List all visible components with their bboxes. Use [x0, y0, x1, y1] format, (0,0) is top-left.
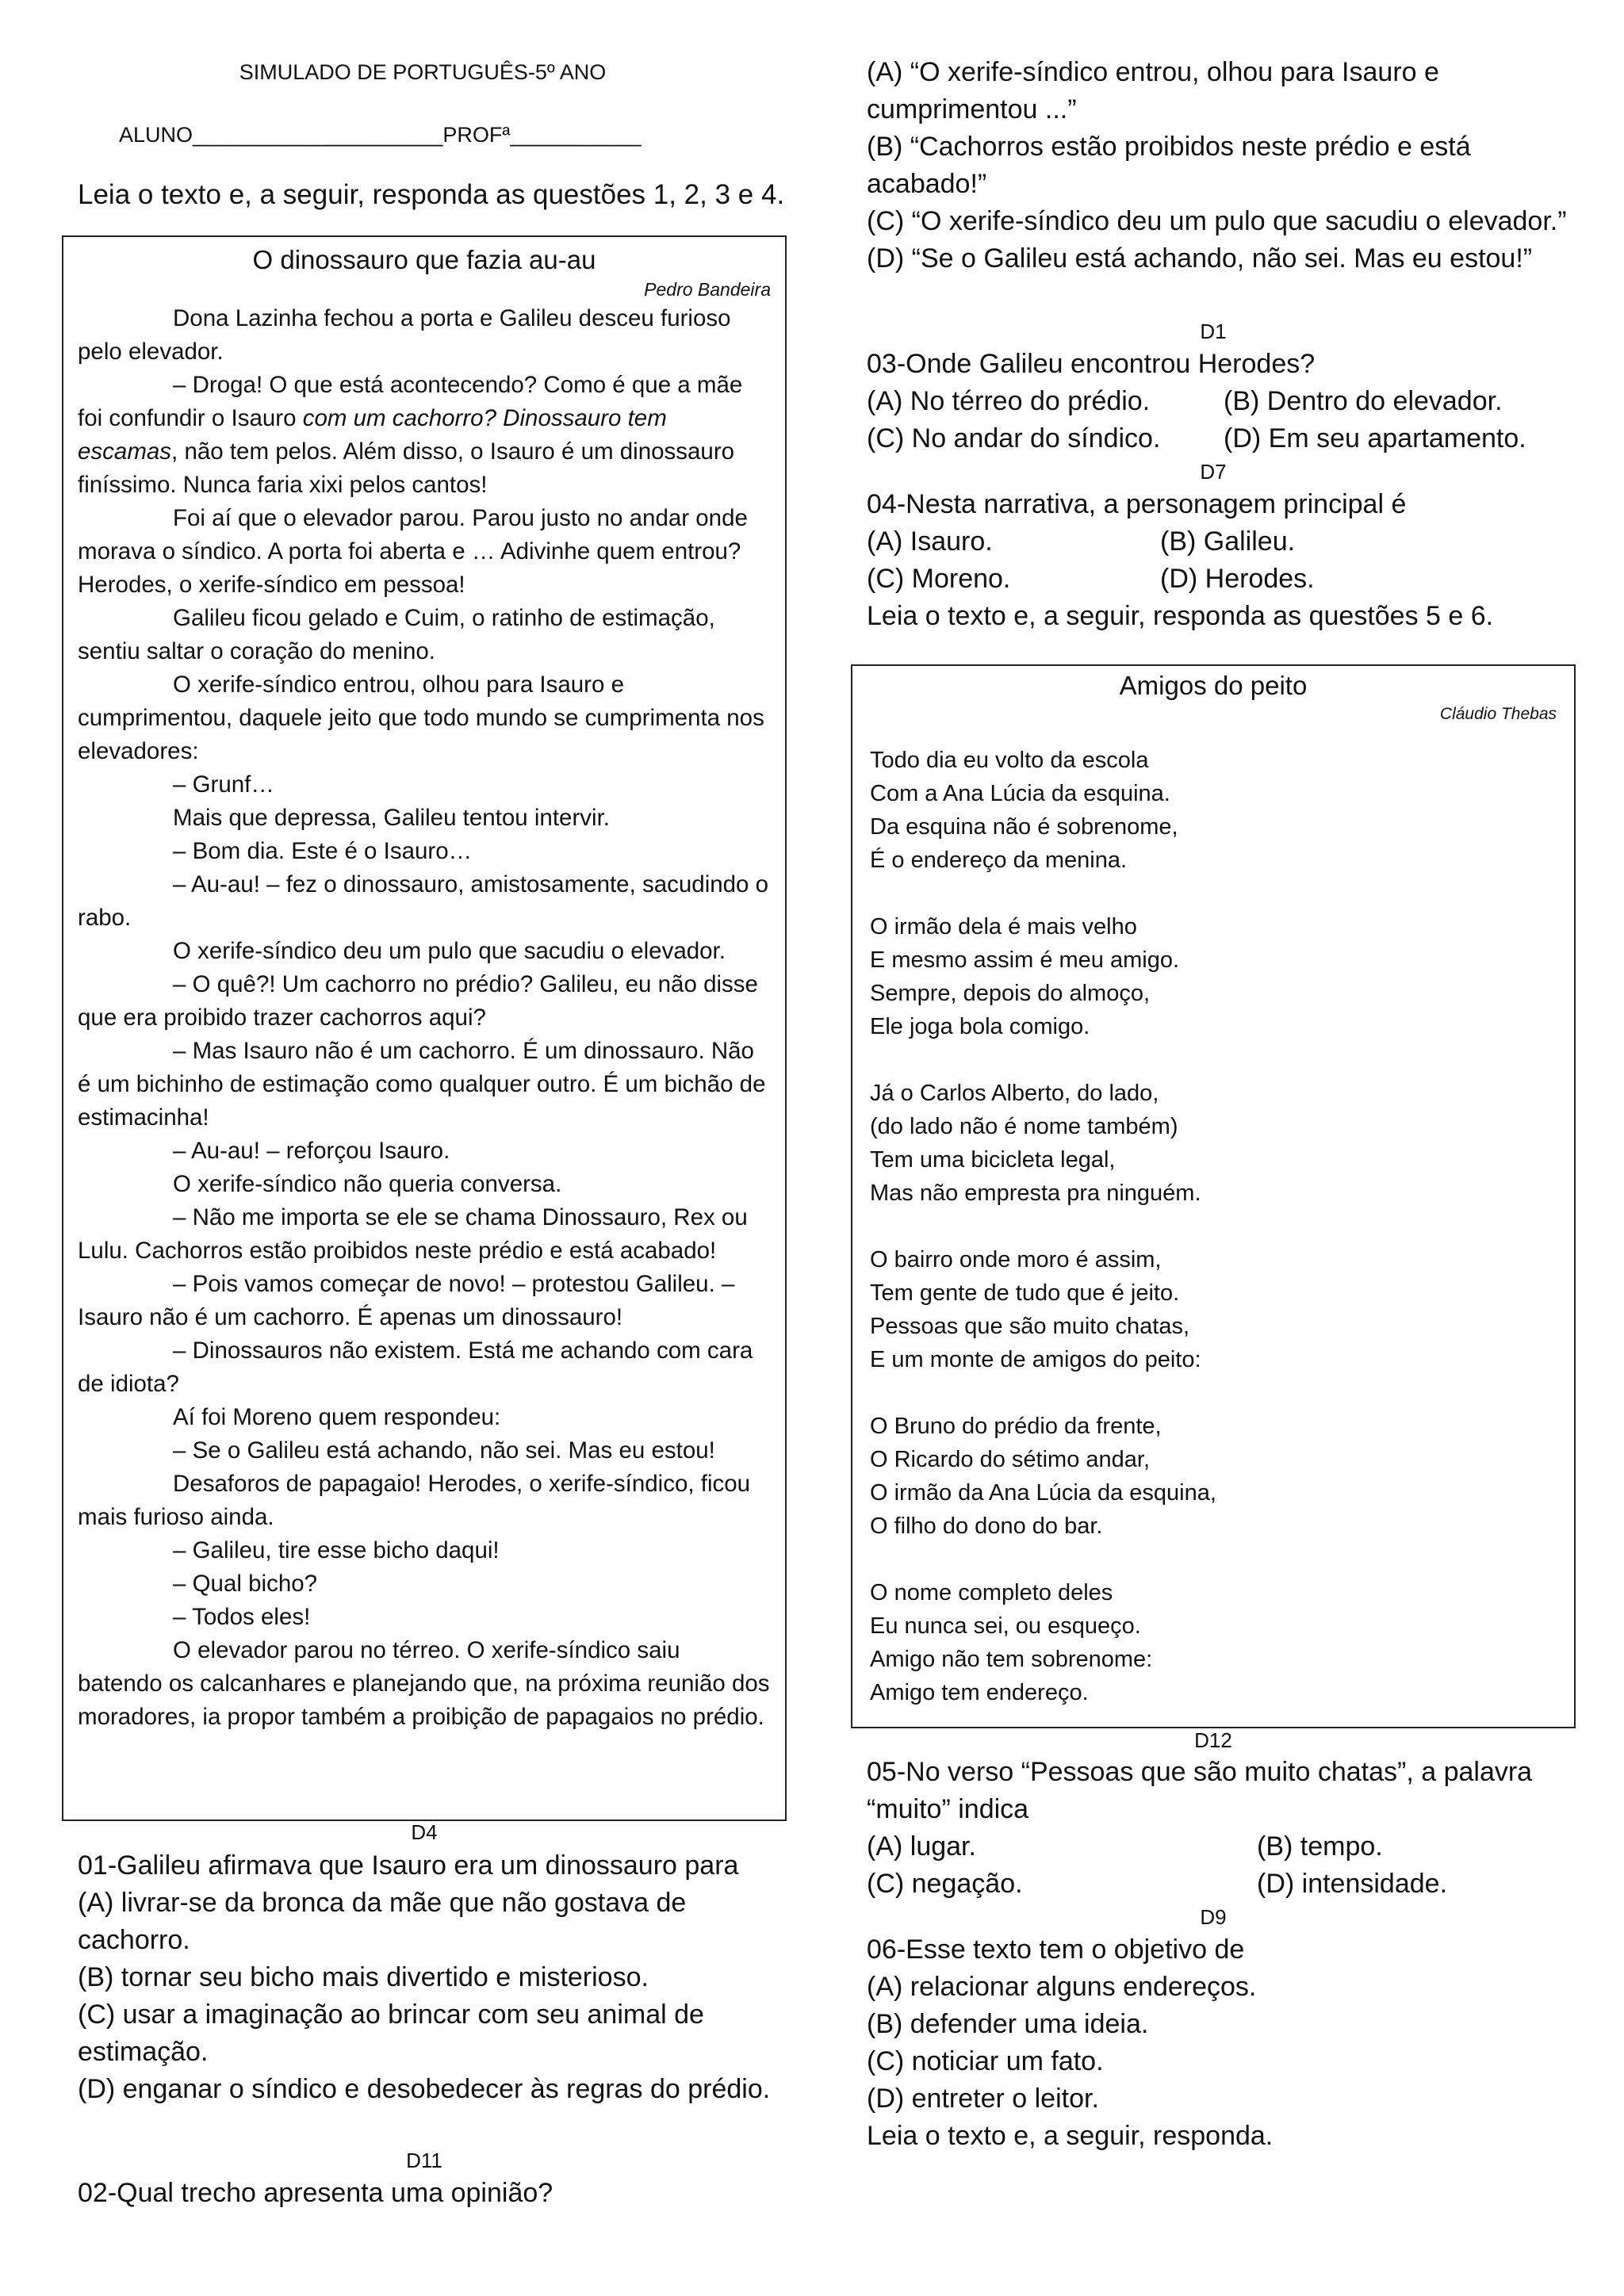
instruction-final: Leia o texto e, a seguir, responda.	[867, 2121, 1274, 2151]
poem-verse: Todo dia eu volto da escola	[870, 748, 1149, 773]
story-paragraph: – Todos eles!	[173, 1604, 311, 1630]
story-paragraph: – Au-au! – reforçou Isauro.	[173, 1138, 450, 1164]
poem-verse: Já o Carlos Alberto, do lado,	[870, 1081, 1159, 1106]
poem-verse: Mas não empresta pra ninguém.	[870, 1181, 1201, 1206]
question-1-option-d[interactable]: (D) enganar o síndico e desobedecer às regras do prédio.	[78, 2074, 771, 2104]
story-paragraph: Aí foi Moreno quem respondeu:	[173, 1404, 501, 1430]
question-2-option-d[interactable]: (D) “Se o Galileu está achando, não sei. Mas eu estou!”	[867, 243, 1533, 274]
story-body	[78, 302, 771, 1734]
question-3-option-a[interactable]: (A) No térreo do prédio.	[867, 386, 1151, 416]
question-3	[867, 346, 1580, 457]
question-2-stem: 02-Qual trecho apresenta uma opinião?	[78, 2178, 553, 2208]
question-5-option-c[interactable]: (C) negação.	[867, 1869, 1023, 1899]
question-5-option-a[interactable]: (A) lugar.	[867, 1831, 976, 1862]
question-1-option-a[interactable]: (A) livrar-se da bronca da mãe que não gostava de cachorro.	[78, 1888, 687, 1955]
poem-title: Amigos do peito	[1119, 671, 1308, 700]
poem-verse: Com a Ana Lúcia da esquina.	[870, 781, 1170, 806]
question-1-option-c[interactable]: (C) usar a imaginação ao brincar com seu animal de estimação.	[78, 1999, 704, 2067]
story-paragraph: O elevador parou no térreo. O xerife-síndico saiu batendo os calcanhares e planejando que, na próxima reunião dos moradores, ia propor também a proibição de papagaios no prédio.	[78, 1637, 770, 1730]
story-paragraph: – Pois vamos começar de novo! – protestou Galileu. – Isauro não é um cachorro. É apenas um dinossauro!	[78, 1271, 735, 1330]
story-paragraph: O xerife-síndico entrou, olhou para Isauro e cumprimentou, daquele jeito que todo mundo se cumprimenta nos elevadores:	[78, 672, 764, 764]
question-2-option-a[interactable]: (A) “O xerife-síndico entrou, olhou para Isauro e cumprimentou ...”	[867, 57, 1439, 124]
story-paragraph: – Mas Isauro não é um cachorro. É um dinossauro. Não é um bichinho de estimação como qualquer outro. É um bichão de estimacinha!	[78, 1038, 766, 1131]
story-paragraph: O xerife-síndico não queria conversa.	[173, 1171, 562, 1197]
poem-verse: Da esquina não é sobrenome,	[870, 814, 1178, 840]
question-4-option-a[interactable]: (A) Isauro.	[867, 526, 993, 557]
poem-author: Cláudio Thebas	[1439, 705, 1557, 723]
poem-verse: O Bruno do prédio da frente,	[870, 1414, 1162, 1439]
poem-verse: Ele joga bola comigo.	[870, 1014, 1090, 1039]
poem-stanza	[870, 1576, 1557, 1709]
question-6-stem: 06-Esse texto tem o objetivo de	[867, 1934, 1245, 1965]
question-6-option-c[interactable]: (C) noticiar um fato.	[867, 2046, 1104, 2076]
question-4	[867, 486, 1580, 635]
story-paragraph: – Droga! O que está acontecendo? Como é que a mãe foi confundir o Isauro com um cachorro? Dinossauro tem escamas, não tem pelos. Além disso, o Isauro é um dinossauro finíssimo. Nunca faria xixi pelos cantos!	[78, 372, 743, 498]
question-2-option-c[interactable]: (C) “O xerife-síndico deu um pulo que sacudiu o elevador.”	[867, 206, 1567, 236]
poem-verse: O nome completo deles	[870, 1580, 1113, 1605]
poem-verse: Amigo não tem sobrenome:	[870, 1647, 1153, 1672]
question-5-option-b[interactable]: (B) tempo.	[1257, 1831, 1383, 1862]
descriptor-code-q4: D7	[1200, 460, 1227, 484]
question-5-row-1	[867, 1828, 1580, 1866]
descriptor-code-q2: D11	[406, 2149, 442, 2172]
descriptor-code-q1: D4	[411, 1820, 438, 1844]
story-author: Pedro Bandeira	[644, 279, 771, 300]
question-4-stem: 04-Nesta narrativa, a personagem principal é	[867, 489, 1407, 519]
question-1-stem: 01-Galileu afirmava que Isauro era um dinossauro para	[78, 1850, 739, 1881]
question-4-row-1	[867, 523, 1580, 561]
question-4-option-b[interactable]: (B) Galileu.	[1160, 526, 1296, 557]
poem-stanza	[870, 744, 1557, 877]
story-paragraph: – Dinossauros não existem. Está me achando com cara de idiota?	[78, 1337, 753, 1397]
poem-verse: Pessoas que são muito chatas,	[870, 1314, 1190, 1339]
question-4-option-c[interactable]: (C) Moreno.	[867, 564, 1011, 594]
question-6	[867, 1931, 1580, 2155]
story-paragraph: – Galileu, tire esse bicho daqui!	[173, 1537, 500, 1563]
poem-verse: (do lado não é nome também)	[870, 1114, 1178, 1139]
descriptor-code-q5: D12	[1194, 1728, 1232, 1752]
question-5	[867, 1754, 1580, 1903]
story-paragraph: – Se o Galileu está achando, não sei. Mas eu estou!	[173, 1437, 715, 1464]
poem-verse: Eu nunca sei, ou esqueço.	[870, 1613, 1141, 1639]
descriptor-code-q3: D1	[1200, 320, 1227, 343]
instruction-questions-1-4: Leia o texto e, a seguir, responda as questões 1, 2, 3 e 4.	[78, 179, 785, 210]
story-paragraph: Mais que depressa, Galileu tentou intervir.	[173, 805, 610, 831]
descriptor-code-q6: D9	[1200, 1905, 1227, 1929]
poem-stanza	[870, 910, 1557, 1043]
poem-box	[851, 664, 1576, 1728]
question-6-option-d[interactable]: (D) entreter o leitor.	[867, 2084, 1099, 2114]
question-3-stem: 03-Onde Galileu encontrou Herodes?	[867, 349, 1316, 379]
question-3-option-d[interactable]: (D) Em seu apartamento.	[1224, 423, 1526, 453]
poem-stanza	[870, 1410, 1557, 1543]
poem-verse: O bairro onde moro é assim,	[870, 1247, 1162, 1272]
story-paragraph: – Qual bicho?	[173, 1571, 318, 1597]
poem-stanza	[870, 1077, 1557, 1210]
question-4-row-2	[867, 561, 1580, 598]
question-1-option-b[interactable]: (B) tornar seu bicho mais divertido e misterioso.	[78, 1962, 649, 1992]
question-6-option-a[interactable]: (A) relacionar alguns endereços.	[867, 1972, 1257, 2002]
story-paragraph: – Au-au! – fez o dinossauro, amistosamente, sacudindo o rabo.	[78, 871, 769, 931]
story-paragraph: – O quê?! Um cachorro no prédio? Galileu, eu não disse que era proibido trazer cachorros aqui?	[78, 971, 758, 1031]
story-paragraph: Foi aí que o elevador parou. Parou justo no andar onde morava o síndico. A porta foi aberta e … Adivinhe quem entrou? Herodes, o xerife-síndico em pessoa!	[78, 505, 748, 598]
story-box	[62, 235, 787, 1821]
story-paragraph: Dona Lazinha fechou a porta e Galileu desceu furioso pelo elevador.	[78, 305, 731, 365]
question-2-options	[867, 54, 1580, 277]
question-3-row-1	[867, 383, 1580, 420]
story-paragraph: O xerife-síndico deu um pulo que sacudiu o elevador.	[173, 938, 726, 964]
poem-verse: Tem uma bicicleta legal,	[870, 1147, 1116, 1173]
story-paragraph: Desaforos de papagaio! Herodes, o xerife-síndico, ficou mais furioso ainda.	[78, 1471, 751, 1530]
question-6-option-b[interactable]: (B) defender uma ideia.	[867, 2009, 1149, 2039]
poem-verse: O filho do dono do bar.	[870, 1513, 1103, 1539]
story-paragraph: Galileu ficou gelado e Cuim, o ratinho de estimação, sentiu saltar o coração do menino.	[78, 605, 715, 664]
story-paragraph: – Bom dia. Este é o Isauro…	[173, 838, 473, 864]
poem-verse: Amigo tem endereço.	[870, 1680, 1089, 1705]
question-5-option-d[interactable]: (D) intensidade.	[1257, 1869, 1448, 1899]
question-1	[78, 1847, 791, 2108]
poem-verse: É o endereço da menina.	[870, 848, 1128, 873]
poem-verse: E um monte de amigos do peito:	[870, 1347, 1201, 1372]
question-3-option-b[interactable]: (B) Dentro do elevador.	[1224, 386, 1503, 416]
question-5-row-2	[867, 1866, 1580, 1903]
poem-verse: Tem gente de tudo que é jeito.	[870, 1280, 1180, 1306]
question-2-option-b[interactable]: (B) “Cachorros estão proibidos neste prédio e está acabado!”	[867, 132, 1471, 199]
poem-body	[870, 744, 1557, 1709]
poem-verse: O irmão da Ana Lúcia da esquina,	[870, 1480, 1216, 1506]
poem-verse: O irmão dela é mais velho	[870, 914, 1137, 939]
story-title: O dinossauro que fazia au-au	[252, 245, 596, 274]
question-4-option-d[interactable]: (D) Herodes.	[1160, 564, 1315, 594]
poem-verse: Sempre, depois do almoço,	[870, 981, 1151, 1006]
story-paragraph: – Grunf…	[173, 771, 274, 798]
poem-stanza	[870, 1243, 1557, 1376]
story-paragraph: – Não me importa se ele se chama Dinossauro, Rex ou Lulu. Cachorros estão proibidos neste prédio e está acabado!	[78, 1204, 748, 1264]
poem-verse: O Ricardo do sétimo andar,	[870, 1447, 1151, 1472]
poem-verse: E mesmo assim é meu amigo.	[870, 947, 1180, 973]
exam-title: SIMULADO DE PORTUGUÊS-5º ANO	[239, 60, 607, 84]
instruction-questions-5-6: Leia o texto e, a seguir, responda as questões 5 e 6.	[867, 601, 1494, 631]
question-3-row-2	[867, 420, 1580, 457]
question-3-option-c[interactable]: (C) No andar do síndico.	[867, 423, 1161, 453]
question-5-stem: 05-No verso “Pessoas que são muito chatas”, a palavra “muito” indica	[867, 1757, 1533, 1824]
student-line: ALUNO_____________________PROFª___________	[119, 123, 642, 147]
